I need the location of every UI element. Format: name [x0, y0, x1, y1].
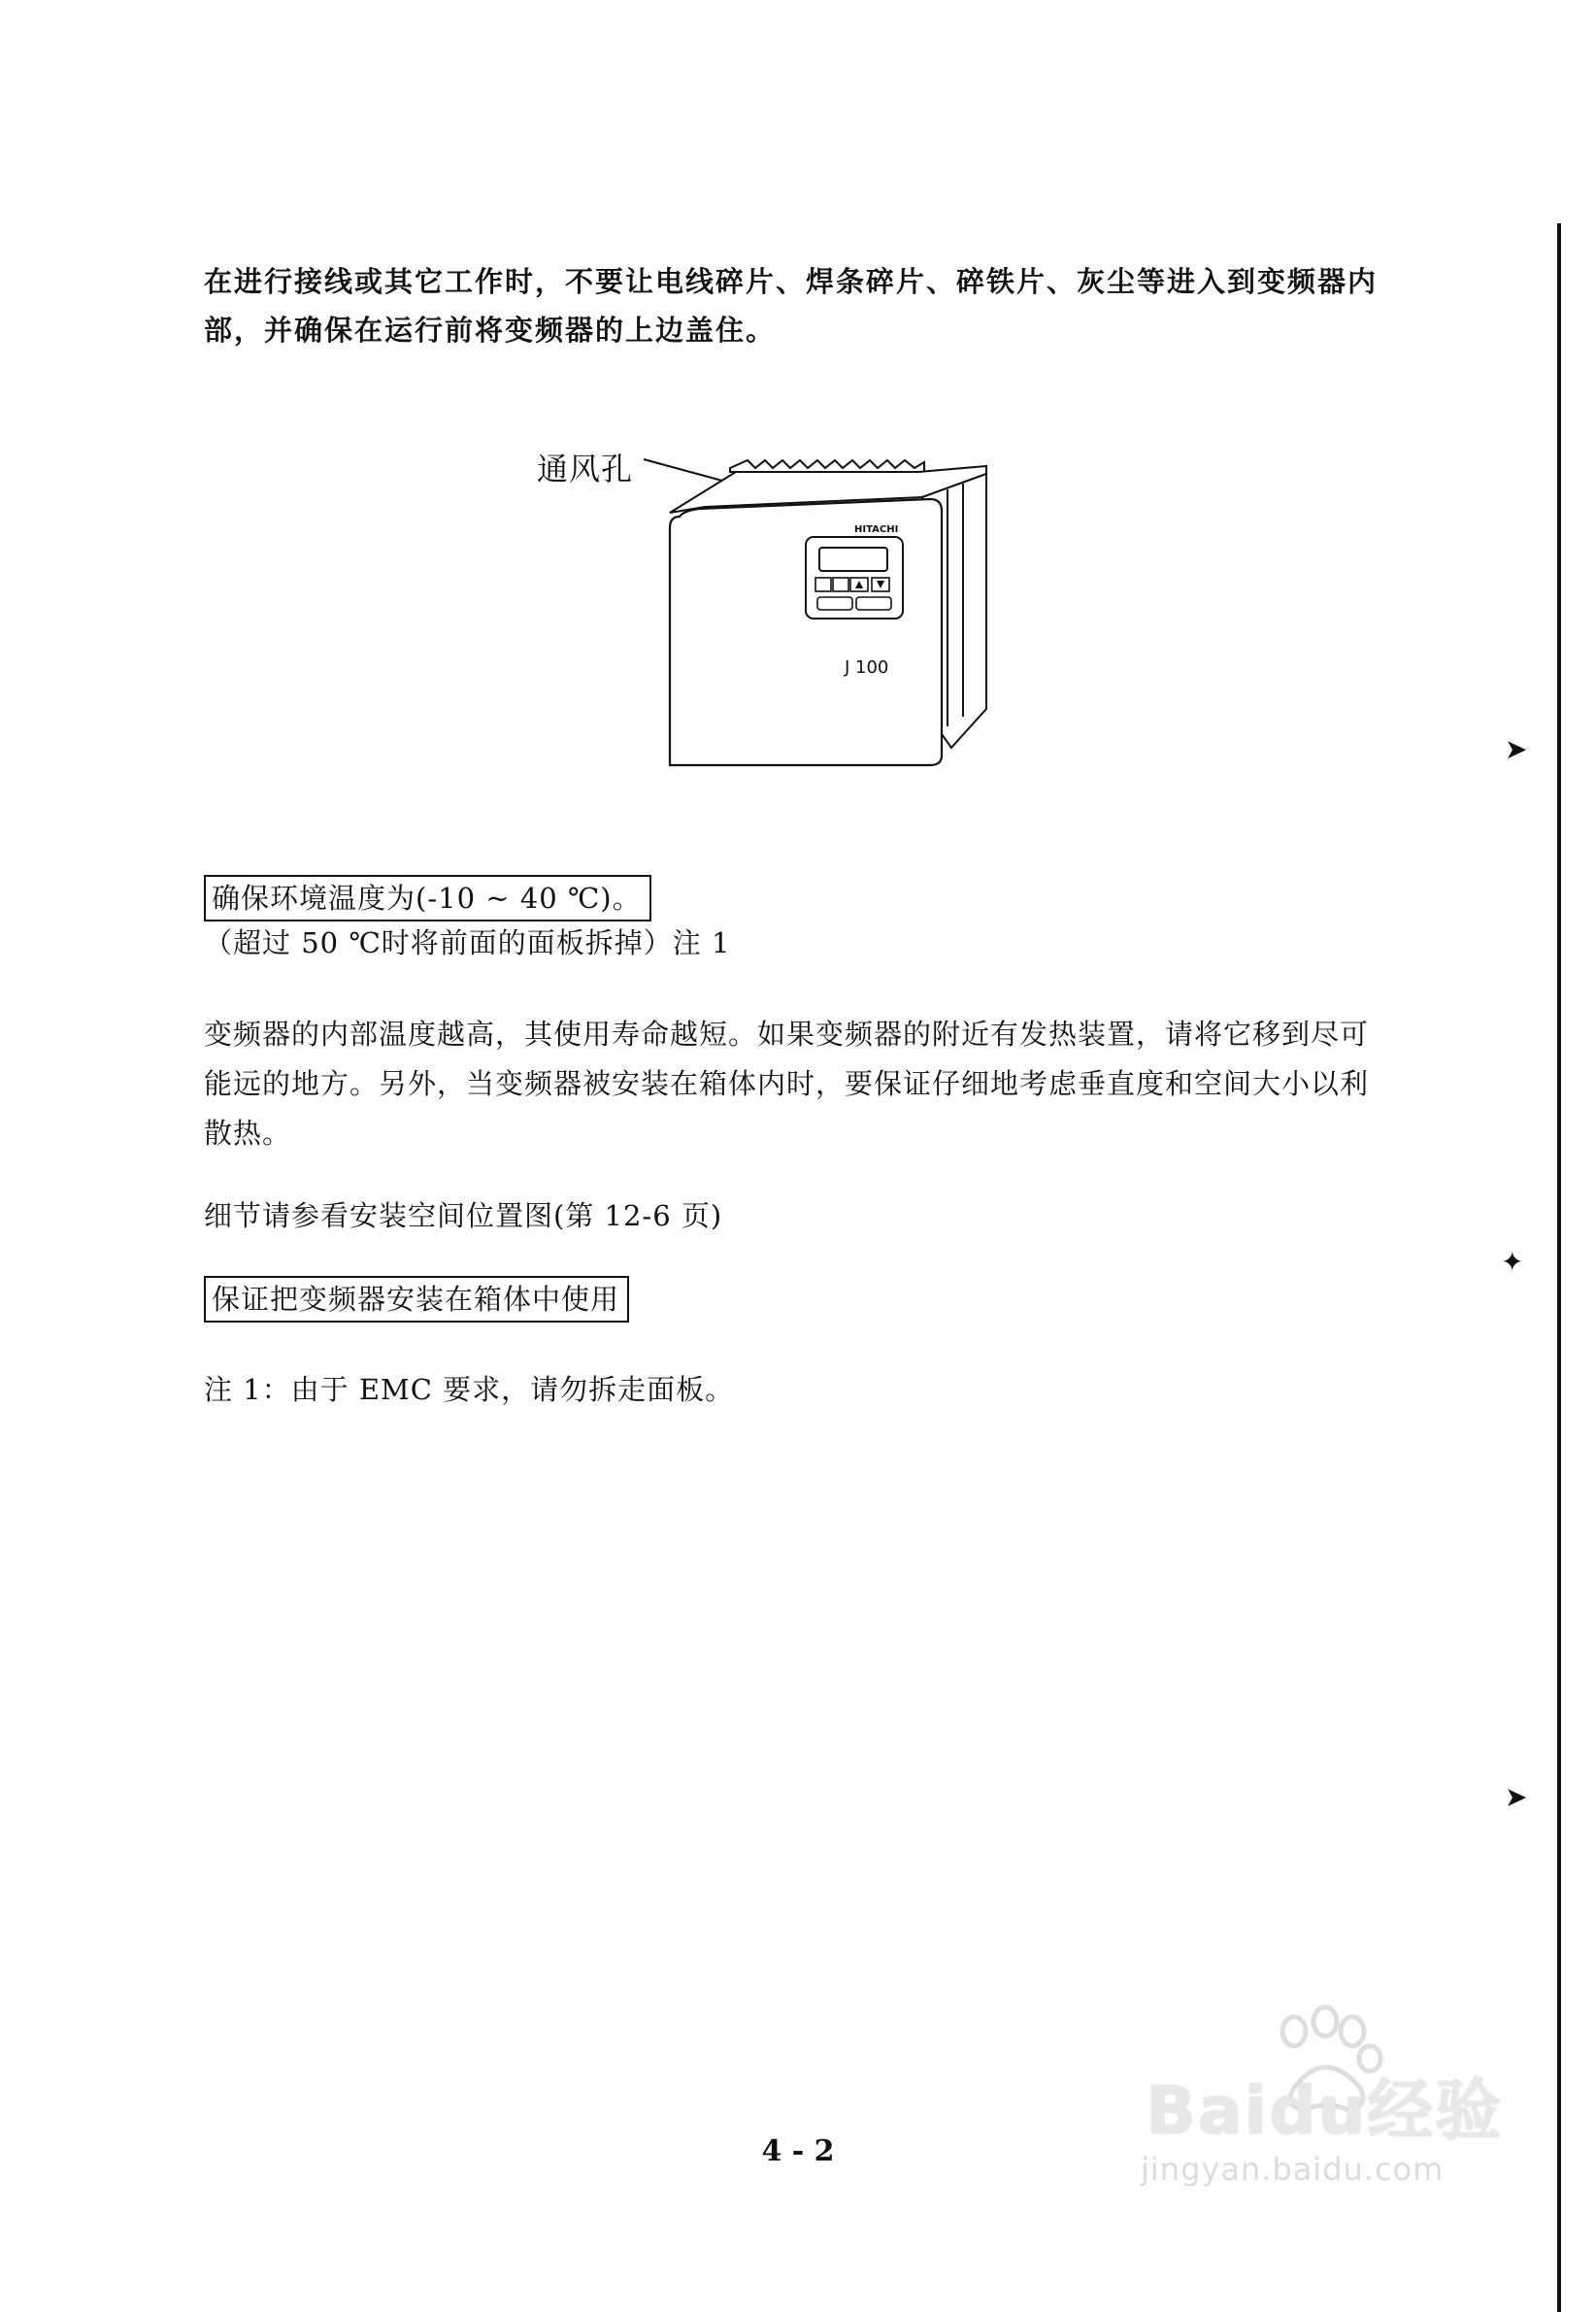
- model-label: J 100: [845, 657, 889, 678]
- heatsink-fins: [730, 460, 924, 472]
- footnote: 注 1：由于 EMC 要求，请勿拆走面板。: [204, 1373, 735, 1406]
- paragraph-heat-dissipation: 变频器的内部温度越高，其使用寿命越短。如果变频器的附近有发热装置，请将它移到尽可能远的地方。另外，当变频器被安装在箱体内时，要保证仔细地考虑垂直度和空间大小以利散热。: [204, 1018, 1370, 1150]
- paragraph-dust-warning: 在进行接线或其它工作时，不要让电线碎片、焊条碎片、碎铁片、灰尘等进入到变频器内部，并确保在运行前将变频器的上边盖住。: [204, 265, 1379, 347]
- watermark-logo-text: Baidu经验: [1146, 2073, 1504, 2150]
- inverter-diagram: [524, 427, 990, 777]
- scan-mark: ✦: [1501, 1246, 1524, 1278]
- scan-mark: ➤: [1505, 1781, 1528, 1813]
- reference-line: 细节请参看安装空间位置图(第 12-6 页): [204, 1199, 723, 1232]
- page-number: 4 - 2: [761, 2134, 835, 2168]
- boxed-heading-enclosure: 保证把变频器安装在箱体中使用: [204, 1276, 629, 1323]
- callout-arrow: [644, 459, 733, 484]
- scan-mark: ➤: [1505, 733, 1528, 765]
- watermark-url: jingyan.baidu.com: [1141, 2151, 1445, 2188]
- scan-edge-line: [1557, 223, 1561, 2312]
- note-line-panel-removal: （超过 50 ℃时将前面的面板拆掉）注 1: [204, 926, 731, 959]
- boxed-heading-temperature: 确保环境温度为(-10 ~ 40 ℃)。: [204, 875, 651, 921]
- vent-callout-label: 通风孔: [537, 451, 634, 487]
- panel-display: [819, 548, 887, 571]
- brand-label: HITACHI: [854, 524, 899, 535]
